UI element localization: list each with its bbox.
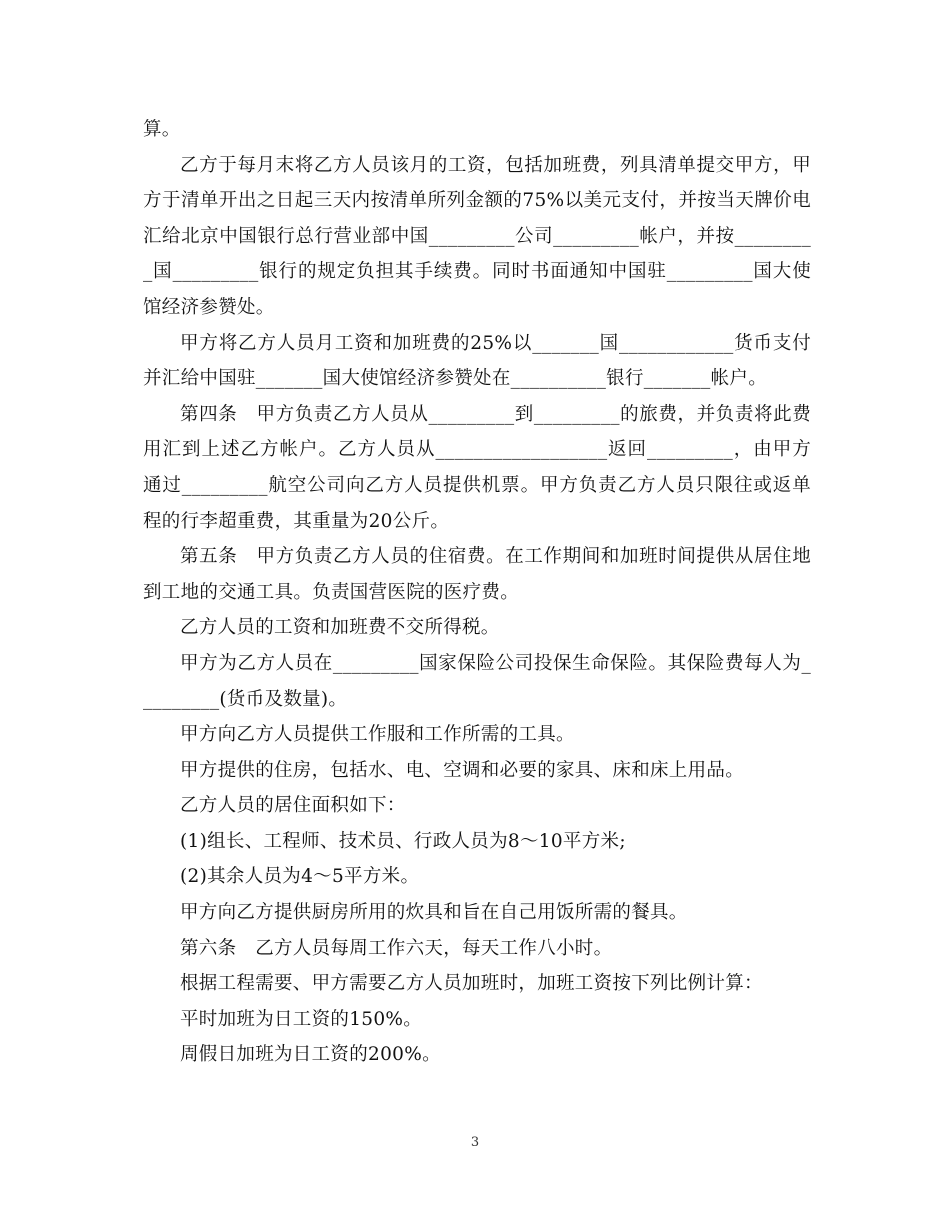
paragraph-area-item-2: (2)其余人员为4～5平方米。	[180, 866, 420, 888]
document-body	[143, 112, 811, 1073]
paragraph-housing: 甲方提供的住房，包括水、电、空调和必要的家具、床和床上用品。	[180, 759, 745, 781]
paragraph-kitchenware: 甲方向乙方提供厨房所用的炊具和旨在自己用饭所需的餐具。	[180, 902, 688, 924]
paragraph-area-item-1: (1)组长、工程师、技术员、行政人员为8～10平方米;	[180, 830, 626, 852]
paragraph-insurance: 甲方为乙方人员在_________国家保险公司投保生命保险。其保险费每人为_________(货币及数量)。	[143, 652, 811, 710]
paragraph-tax-exempt: 乙方人员的工资和加班费不交所得税。	[180, 617, 500, 639]
paragraph-overtime-weekday: 平时加班为日工资的150%。	[180, 1008, 423, 1030]
paragraph-living-area: 乙方人员的居住面积如下：	[180, 795, 406, 817]
paragraph-article-4: 第四条 甲方负责乙方人员从_________到_________的旅费，并负责将此费用汇到上述乙方帐户。乙方人员从__________________返回_________，由甲方通过_________航空公司向乙方人员提供机票。甲方负责乙方人员只限往或返单程的行李超重费，其重量为20公斤。	[143, 403, 811, 532]
paragraph-overtime-rule: 根据工程需要、甲方需要乙方人员加班时，加班工资按下列比例计算：	[180, 973, 763, 995]
paragraph-salary-remainder: 甲方将乙方人员月工资和加班费的25%以_______国____________货币支付并汇给中国驻_______国大使馆经济参赞处在__________银行_______帐户。	[143, 332, 811, 390]
paragraph-salary-payment: 乙方于每月末将乙方人员该月的工资，包括加班费，列具清单提交甲方，甲方于清单开出之日起三天内按清单所列金额的75%以美元支付，并按当天牌价电汇给北京中国银行总行营业部中国_________公司_________帐户，并按_________国_________银行的规定负担其手续费。同时书面通知中国驻_________国大使馆经济参赞处。	[143, 154, 811, 318]
page-number: 3	[470, 1135, 480, 1150]
paragraph-work-clothes: 甲方向乙方人员提供工作服和工作所需的工具。	[180, 724, 575, 746]
paragraph-overtime-holiday: 周假日加班为日工资的200%。	[180, 1044, 441, 1066]
paragraph-article-6: 第六条 乙方人员每周工作六天，每天工作八小时。	[180, 937, 613, 959]
paragraph-continuation: 算。	[143, 119, 181, 140]
paragraph-article-5: 第五条 甲方负责乙方人员的住宿费。在工作期间和加班时间提供从居住地到工地的交通工具。负责国营医院的医疗费。	[143, 546, 811, 603]
